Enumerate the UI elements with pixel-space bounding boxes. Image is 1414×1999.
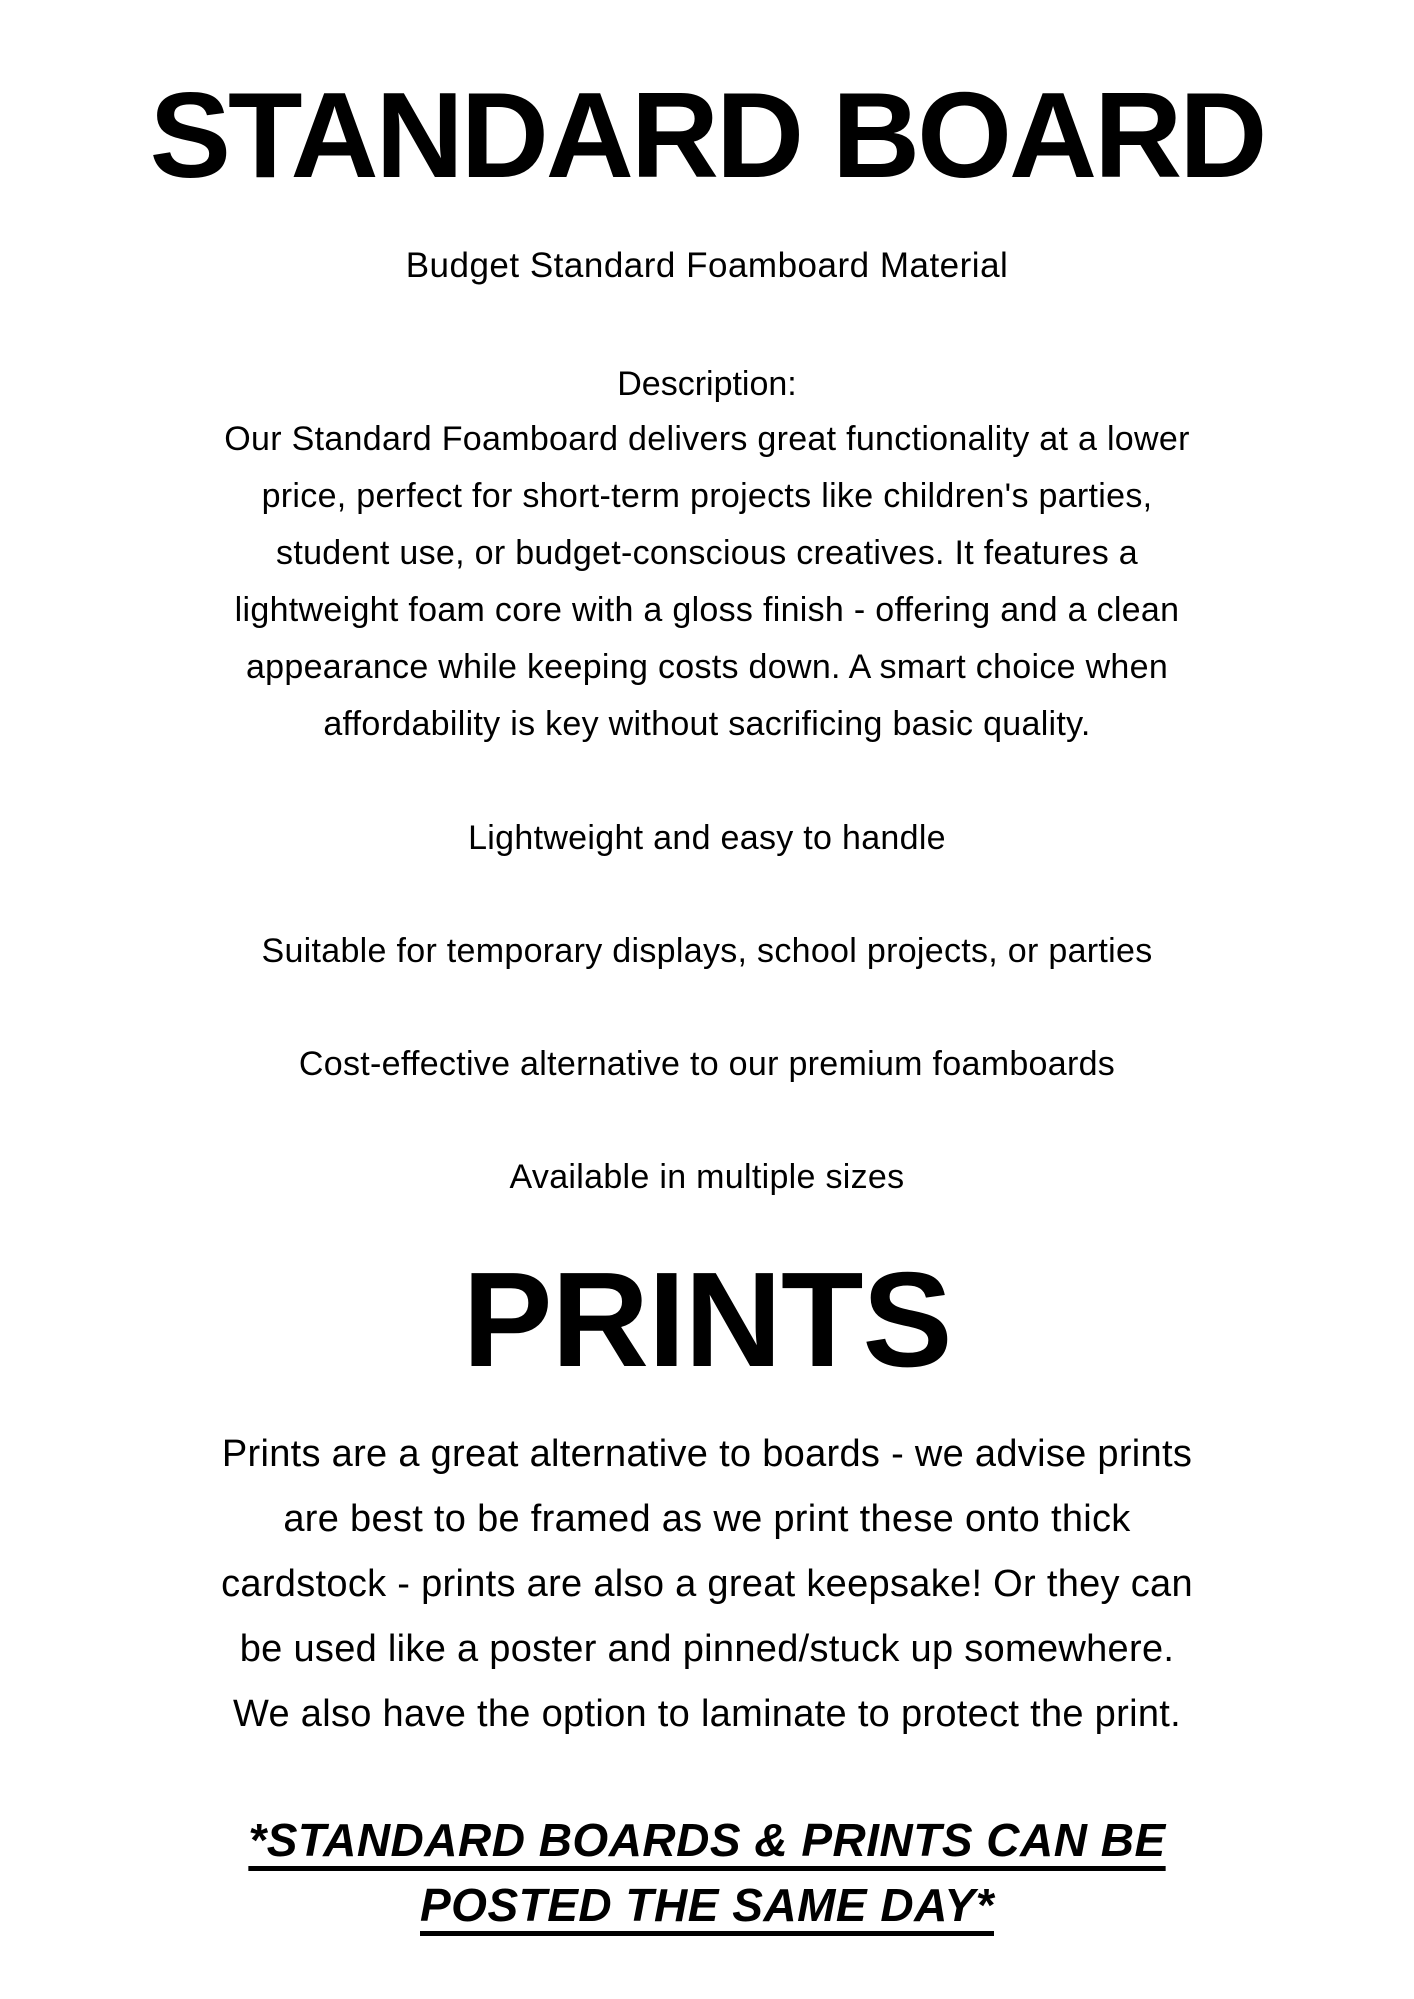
description-line: student use, or budget-conscious creatives. It features a (276, 534, 1138, 572)
description-line: affordability is key without sacrificing basic quality. (323, 705, 1091, 743)
description-line: price, perfect for short-term projects like children's parties, (261, 477, 1153, 515)
description-line: Our Standard Foamboard delivers great functionality at a lower (224, 420, 1190, 458)
page-title: STANDARD BOARD (149, 67, 1265, 203)
footer-note-line: POSTED THE SAME DAY* (420, 1879, 994, 1931)
prints-line: are best to be framed as we print these onto thick (283, 1498, 1131, 1540)
prints-line: We also have the option to laminate to protect the print. (233, 1693, 1181, 1735)
footer-note-line: *STANDARD BOARDS & PRINTS CAN BE (248, 1814, 1166, 1866)
footer-note (0, 1808, 1414, 1938)
description-line: lightweight foam core with a gloss finish - offering and a clean (234, 591, 1180, 629)
prints-heading: PRINTS (462, 1244, 952, 1395)
description-line: appearance while keeping costs down. A smart choice when (245, 648, 1169, 686)
prints-line: be used like a poster and pinned/stuck up somewhere. (239, 1628, 1175, 1670)
feature-cost-effective: Cost-effective alternative to our premium foamboards (298, 1045, 1116, 1083)
prints-line: cardstock - prints are also a great keepsake! Or they can (221, 1563, 1193, 1605)
feature-temporary-displays: Suitable for temporary displays, school projects, or parties (261, 932, 1153, 970)
prints-paragraph (0, 1422, 1414, 1747)
feature-multiple-sizes: Available in multiple sizes (509, 1158, 905, 1196)
feature-lightweight: Lightweight and easy to handle (468, 819, 946, 857)
description-paragraph (0, 411, 1414, 753)
prints-line: Prints are a great alternative to boards - we advise prints (221, 1433, 1193, 1475)
description-label: Description: (617, 365, 797, 403)
subtitle: Budget Standard Foamboard Material (405, 246, 1009, 285)
